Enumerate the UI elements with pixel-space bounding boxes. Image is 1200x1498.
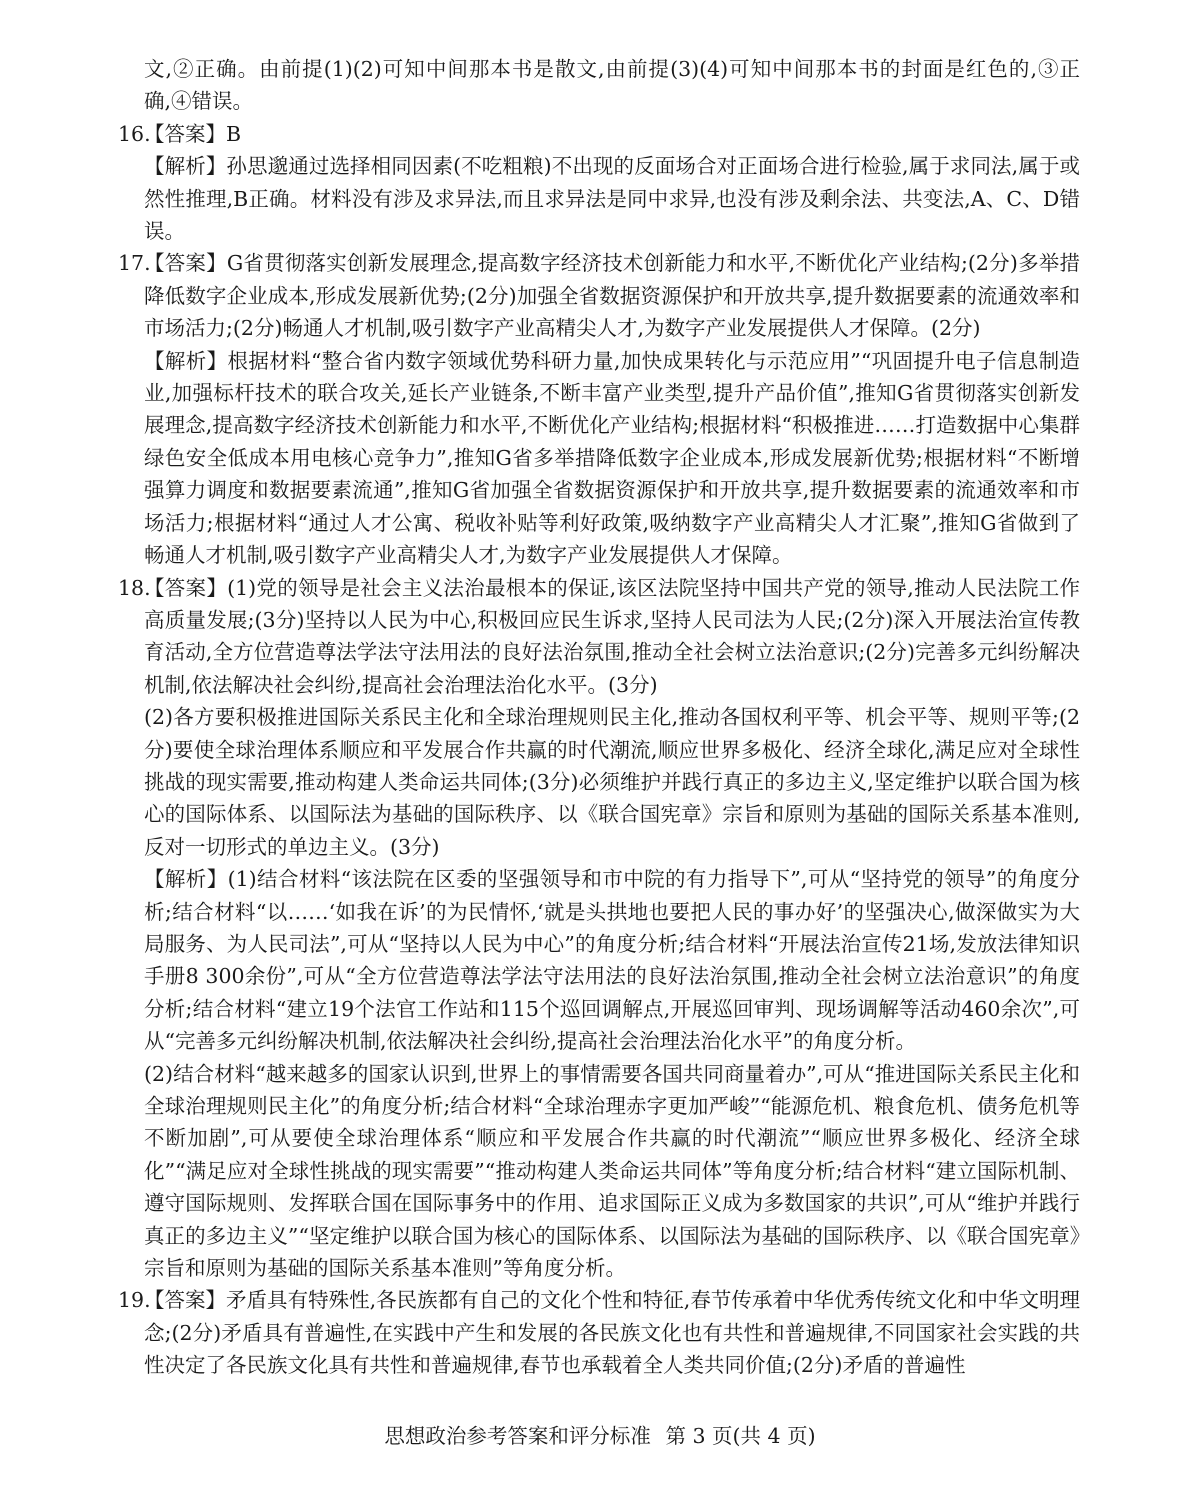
answer-text: 【答案】B <box>144 121 242 146</box>
question-18-analysis-part-1: 【解析】(1)结合材料“该法院在区委的坚强领导和市中院的有力指导下”,可从“坚持党的领导”的角度分析;结合材料“以……‘如我在诉’的为民情怀,‘就是头拱地也要把人民的事办好’的坚强决心,做深做实为大局服务、为人民司法”,可从“坚持以人民为中心”的角度分析;结合材料“开展法治宣传21场,发放法律知识手册8 300余份”,可从“全方位营造尊法学法守法用法的良好法治氛围,推动全社会树立法治意识”的角度分析;结合材料“建立19个法官工作站和115个巡回调解点,开展巡回审判、现场调解等活动460余次”,可从“完善多元纠纷解决机制,依法解决社会纠纷,提高社会治理法治化水平”的角度分析。 <box>144 867 1080 1054</box>
question-18-answer-part-2: (2)各方要积极推进国际关系民主化和全球治理规则民主化,推动各国权利平等、机会平等、规则平等;(2分)要使全球治理体系顺应和平发展合作共赢的时代潮流,顺应世界多极化、经济全球化,满足应对全球性挑战的现实需要,推动构建人类命运共同体;(3分)必须维护并践行真正的多边主义,坚定维护以联合国为核心的国际体系、以国际法为基础的国际秩序、以《联合国宪章》宗旨和原则为基础的国际关系基本准则,反对一切形式的单边主义。(3分) <box>144 705 1080 859</box>
footer-page-number: 第 3 页(共 4 页) <box>665 1424 816 1448</box>
question-19-answer <box>118 1284 1080 1381</box>
question-17-answer <box>118 247 1080 344</box>
question-18-answer <box>118 572 1080 702</box>
footer-title: 思想政治参考答案和评分标准 <box>384 1424 651 1448</box>
question-number: 16. <box>118 121 151 146</box>
question-16-analysis: 【解析】孙思邈通过选择相同因素(不吃粗粮)不出现的反面场合对正面场合进行检验,属于求同法,属于或然性推理,B正确。材料没有涉及求异法,而且求异法是同中求异,也没有涉及剩余法、共变法,A、C、D错误。 <box>144 154 1080 244</box>
question-18-analysis-part-2: (2)结合材料“越来越多的国家认识到,世界上的事情需要各国共同商量着办”,可从“推进国际关系民主化和全球治理规则民主化”的角度分析;结合材料“全球治理赤字更加严峻”“能源危机、粮食危机、债务危机等不断加剧”,可从要使全球治理体系“顺应和平发展合作共赢的时代潮流”“顺应世界多极化、经济全球化”“满足应对全球性挑战的现实需要”“推动构建人类命运共同体”等角度分析;结合材料“建立国际机制、遵守国际规则、发挥联合国在国际事务中的作用、追求国际正义成为多数国家的共识”,可从“维护并践行真正的多边主义”“坚定维护以联合国为核心的国际体系、以国际法为基础的国际秩序、以《联合国宪章》宗旨和原则为基础的国际关系基本准则”等角度分析。 <box>144 1061 1080 1281</box>
answer-content <box>118 53 1080 1382</box>
question-17-analysis: 【解析】根据材料“整合省内数字领域优势科研力量,加快成果转化与示范应用”“巩固提升电子信息制造业,加强标杆技术的联合攻关,延长产业链条,不断丰富产业类型,提升产品价值”,推知G省贯彻落实创新发展理念,提高数字经济技术创新能力和水平,不断优化产业结构;根据材料“积极推进……打造数据中心集群绿色安全低成本用电核心竞争力”,推知G省多举措降低数字企业成本,形成发展新优势;根据材料“不断增强算力调度和数据要素流通”,推知G省加强全省数据资源保护和开放共享,提升数据要素的流通效率和市场活力;根据材料“通过人才公寓、税收补贴等利好政策,吸纳数字产业高精尖人才汇聚”,推知G省做到了畅通人才机制,吸引数字产业高精尖人才,为数字产业发展提供人才保障。 <box>144 348 1080 568</box>
answer-text: 【答案】G省贯彻落实创新发展理念,提高数字经济技术创新能力和水平,不断优化产业结构;(2分)多举措降低数字企业成本,形成发展新优势;(2分)加强全省数据资源保护和开放共享,提升数据要素的流通效率和市场活力;(2分)畅通人才机制,吸引数字产业高精尖人才,为数字产业发展提供人才保障。(2分) <box>144 251 1080 341</box>
question-number: 17. <box>118 251 151 276</box>
answer-text: 【答案】矛盾具有特殊性,各民族都有自己的文化个性和特征,春节传承着中华优秀传统文化和中华文明理念;(2分)矛盾具有普遍性,在实践中产生和发展的各民族文化也有共性和普遍规律,不同国家社会实践的共性决定了各民族文化具有共性和普遍规律,春节也承载着全人类共同价值;(2分)矛盾的普遍性 <box>144 1288 1080 1378</box>
paragraph-15-continued: 文,②正确。由前提(1)(2)可知中间那本书是散文,由前提(3)(4)可知中间那本书的封面是红色的,③正确,④错误。 <box>144 57 1080 114</box>
answer-text: 【答案】(1)党的领导是社会主义法治最根本的保证,该区法院坚持中国共产党的领导,推动人民法院工作高质量发展;(3分)坚持以人民为中心,积极回应民生诉求,坚持人民司法为人民;(2分)深入开展法治宣传教育活动,全方位营造尊法学法守法用法的良好法治氛围,推动全社会树立法治意识;(2分)完善多元纠纷解决机制,依法解决社会纠纷,提高社会治理法治化水平。(3分) <box>144 575 1080 697</box>
question-number: 18. <box>118 575 151 600</box>
page-footer <box>0 1421 1200 1451</box>
question-number: 19. <box>118 1288 151 1313</box>
question-16-answer <box>118 118 1080 150</box>
